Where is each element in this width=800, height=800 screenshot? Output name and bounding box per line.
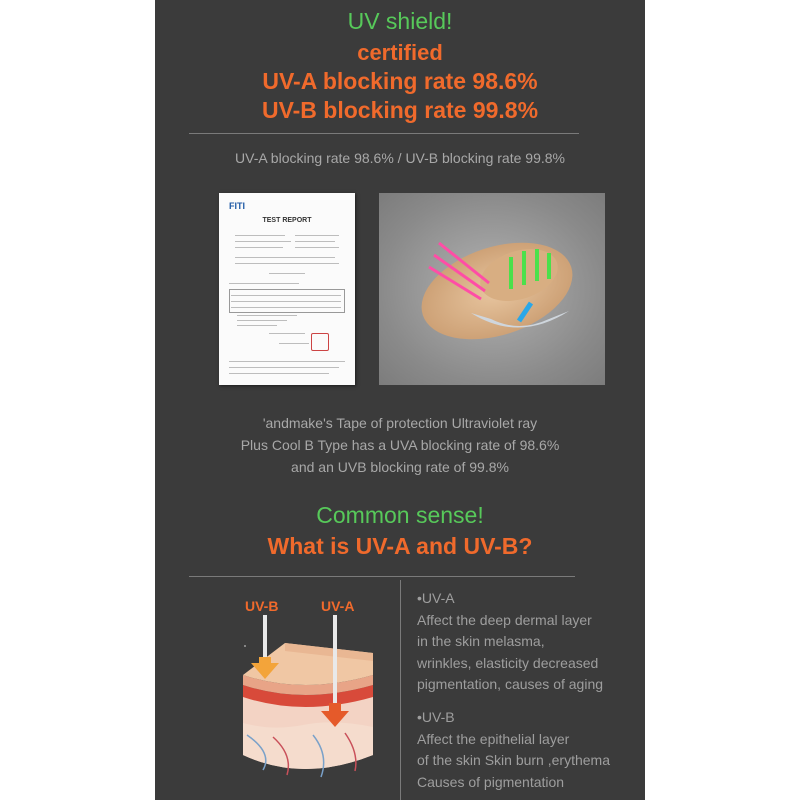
uvb-info-line: Affect the epithelial layer [417, 730, 570, 747]
uva-info-line: Affect the deep dermal layer [417, 611, 592, 628]
uva-info-line: pigmentation, causes of aging [417, 676, 604, 692]
uva-info-heading: •UV-A [417, 590, 455, 606]
test-report-image [219, 193, 355, 385]
uvb-rate-heading: UV-B blocking rate 99.8% [261, 97, 539, 123]
uva-info [417, 588, 603, 696]
uv-protection-hat-image [379, 193, 605, 385]
description-line: and an UVB blocking rate of 99.8% [291, 459, 509, 475]
skin-layers-illustration [233, 605, 383, 785]
uva-info-line: in the skin melasma, [417, 633, 545, 649]
description-paragraph [155, 412, 645, 478]
certified-heading: certified [357, 40, 443, 65]
divider-bottom [189, 576, 575, 577]
uvb-info-heading: •UV-B [417, 709, 455, 725]
uv-shield-heading: UV shield! [347, 8, 453, 34]
uvb-info-line: Causes of pigmentation [417, 773, 565, 790]
uvb-label: UV-B [245, 598, 279, 614]
rates-summary: UV-A blocking rate 98.6% / UV-B blocking rate 99.8% [235, 150, 565, 166]
divider-top [189, 133, 579, 134]
uvb-info-line: of the skin Skin burn ,erythema [417, 752, 610, 768]
fiti-logo: FITI [229, 201, 245, 211]
uva-label: UV-A [321, 598, 355, 614]
description-line: 'andmake's Tape of protection Ultraviolet ray [262, 415, 538, 431]
what-is-uv-heading: What is UV-A and UV-B? [267, 533, 533, 559]
common-sense-heading: Common sense! [316, 502, 484, 528]
uvb-info [417, 707, 610, 793]
description-line: Plus Cool B Type has a UVA blocking rate of 98.6% [240, 437, 560, 453]
report-title: TEST REPORT [262, 217, 312, 224]
content-panel [155, 0, 645, 800]
divider-vertical [400, 580, 401, 800]
uva-rate-heading: UV-A blocking rate 98.6% [262, 68, 538, 94]
uva-info-line: wrinkles, elasticity decreased [417, 654, 599, 671]
official-seal [311, 333, 329, 351]
